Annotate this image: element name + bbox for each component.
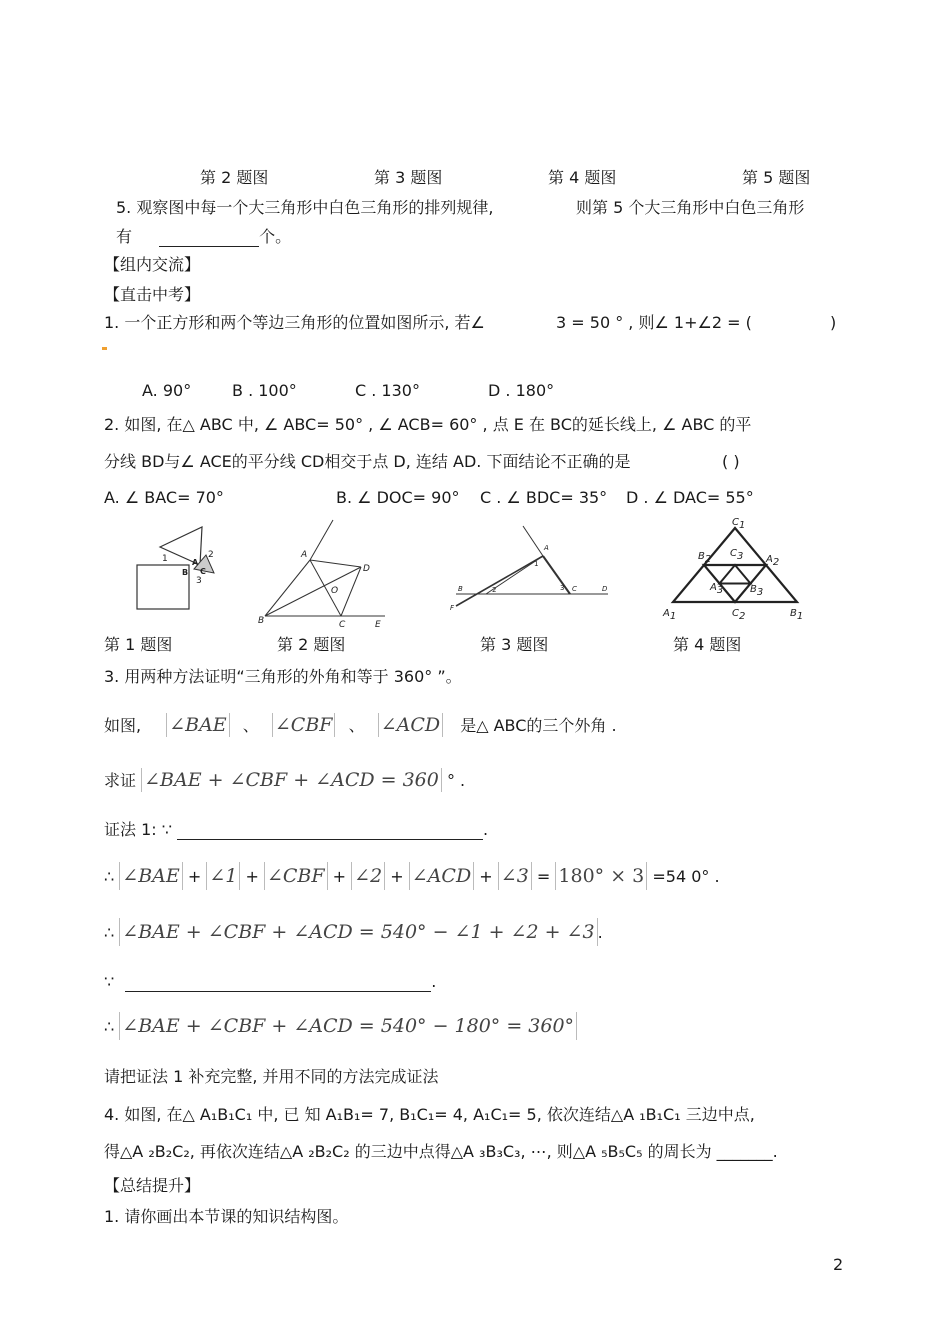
fig1-label-2: 2	[208, 550, 214, 560]
figure-3	[448, 520, 613, 612]
fig2-label-a: A	[301, 550, 308, 560]
q5-line1a: 5. 观察图中每一个大三角形中白色三角形的排列规律,	[116, 198, 494, 217]
q5-line2a: 有	[116, 227, 133, 246]
e3-line4-blank[interactable]	[125, 973, 431, 992]
e2-option-c: C . ∠ BDC= 35°	[480, 488, 608, 507]
plus-sign: +	[187, 867, 202, 886]
fig4-label-b2: B2	[698, 551, 712, 565]
e3-angle-cbf: ∠CBF	[272, 713, 336, 737]
page-number: 2	[833, 1255, 844, 1274]
plus-sign: +	[479, 867, 493, 886]
fig1-label-c: C	[200, 567, 206, 576]
q5-line2	[116, 227, 291, 247]
fig2-label-b: B	[258, 616, 265, 626]
e2-option-b: B. ∠ DOC= 90°	[336, 488, 460, 507]
fig2-label-e: E	[375, 620, 381, 630]
e1-text: 1. 一个正方形和两个等边三角形的位置如图所示, 若∠	[104, 313, 485, 332]
e2-line1: 2. 如图, 在△ ABC 中, ∠ ABC= 50° , ∠ ACB= 60° , 点 E 在 BC的延长线上, ∠ ABC 的平	[104, 415, 752, 434]
e3-angle-acd: ∠ACD	[378, 713, 443, 737]
fig1-label-1: 1	[162, 554, 168, 564]
e3-instruction: 请把证法 1 补充完整, 并用不同的方法完成证法	[104, 1067, 439, 1086]
fig4-label-a1: A1	[663, 608, 677, 622]
e3-given-suffix: 是△ ABC的三个外角 .	[460, 716, 617, 735]
fig1-label-b: B	[182, 568, 189, 577]
e3-given-prefix: 如图,	[104, 716, 142, 735]
fig2-label-c: C	[339, 620, 346, 630]
e3-proof1-prefix: 证法 1: ∵	[104, 820, 172, 839]
e3-line3-expr: ∠BAE + ∠CBF + ∠ACD = 540° − ∠1 + ∠2 + ∠3	[119, 918, 597, 946]
e1-option-c: C . 130°	[355, 381, 420, 400]
e3-prove-suffix: ° .	[446, 771, 466, 790]
because-symbol: ∵	[104, 972, 115, 991]
e3-prove-expr: ∠BAE + ∠CBF + ∠ACD = 360	[141, 768, 442, 792]
fig4-label-c2: C2	[732, 608, 746, 622]
fig4-label-a3: A3	[710, 582, 724, 596]
caption-fig2-bottom: 第 2 题图	[277, 635, 346, 654]
e3-title: 3. 用两种方法证明“三角形的外角和等于 360° ”。	[104, 667, 462, 686]
fig1-label-3: 3	[196, 576, 202, 586]
fig3-label-1: 1	[534, 560, 539, 568]
caption-fig5-top: 第 5 题图	[742, 168, 811, 187]
e3-line2-angle1: ∠1	[206, 862, 240, 890]
e3-sep-2: 、	[348, 716, 365, 735]
s1-text: 1. 请你画出本节课的知识结构图。	[104, 1207, 349, 1226]
e3-proof1	[104, 820, 488, 840]
fig4-label-c3: C3	[730, 548, 744, 562]
e3-line2-cbf: ∠CBF	[264, 862, 328, 890]
e3-line3	[104, 918, 603, 946]
fig4-label-b1: B1	[790, 608, 804, 622]
e1-option-a: A. 90°	[142, 381, 192, 400]
e2-option-a: A. ∠ BAC= 70°	[104, 488, 224, 507]
e3-line2	[104, 862, 720, 890]
caption-fig3-top: 第 3 题图	[374, 168, 443, 187]
e3-line5-expr: ∠BAE + ∠CBF + ∠ACD = 540° − 180° = 360°	[119, 1012, 577, 1040]
e3-prove	[104, 768, 465, 792]
e3-proof1-blank[interactable]	[177, 821, 483, 840]
plus-sign: +	[390, 867, 404, 886]
plus-sign: +	[332, 867, 347, 886]
caption-fig2-top: 第 2 题图	[200, 168, 269, 187]
e1-option-b: B . 100°	[232, 381, 297, 400]
therefore-symbol: ∴	[104, 923, 115, 942]
fig3-label-f: F	[450, 604, 455, 612]
e3-line2-180x3: 180° × 3	[555, 862, 647, 890]
e2-option-d: D . ∠ DAC= 55°	[626, 488, 754, 507]
orange-mark	[102, 347, 107, 350]
e3-line2-angle2: ∠2	[351, 862, 385, 890]
figure-1	[132, 525, 222, 615]
fig4-label-c1: C1	[732, 517, 746, 531]
caption-fig1-bottom: 第 1 题图	[104, 635, 173, 654]
e3-line5	[104, 1012, 577, 1040]
section-summary: 【总结提升】	[104, 1176, 201, 1195]
fig3-label-c: C	[572, 585, 577, 593]
fig1-label-a: A	[192, 558, 199, 567]
e3-prove-prefix: 求证	[104, 771, 137, 790]
fig4-label-b3: B3	[750, 584, 764, 598]
e3-line4-period: .	[431, 972, 437, 991]
fig3-label-a: A	[544, 544, 549, 552]
equals-sign: =	[536, 867, 551, 886]
e3-line3-period: .	[597, 923, 603, 942]
fig3-label-b: B	[458, 585, 463, 593]
therefore-symbol: ∴	[104, 867, 115, 886]
e3-line2-angle3: ∠3	[498, 862, 532, 890]
plus-sign: +	[245, 867, 259, 886]
e3-proof1-period: .	[483, 820, 489, 839]
section-exam: 【直击中考】	[104, 285, 201, 304]
section-group-exchange: 【组内交流】	[104, 255, 201, 274]
e1-close: )	[830, 313, 837, 332]
e3-line2-acd: ∠ACD	[409, 862, 474, 890]
e3-line4	[104, 972, 436, 992]
q5-line2b: 个。	[259, 227, 292, 246]
e1-option-d: D . 180°	[488, 381, 555, 400]
figure-4	[660, 512, 810, 624]
e3-angle-bae: ∠BAE	[166, 713, 229, 737]
caption-fig4-bottom: 第 4 题图	[673, 635, 742, 654]
therefore-symbol: ∴	[104, 1017, 115, 1036]
e1-value: 3 = 50 ° , 则∠ 1+∠2 = (	[556, 313, 752, 332]
e4-line2: 得△A ₂B₂C₂, 再依次连结△A ₂B₂C₂ 的三边中点得△A ₃B₃C₃, ⋯, 则△A ₅B₅C₅ 的周长为 _______.	[104, 1142, 778, 1161]
fig2-label-o: O	[331, 586, 339, 596]
fig3-label-2: 2	[492, 586, 497, 594]
fig3-label-d: D	[602, 585, 608, 593]
e3-line2-result: =54 0° .	[652, 867, 720, 886]
caption-fig4-top: 第 4 题图	[548, 168, 617, 187]
fig3-label-3: 3	[560, 584, 565, 592]
e3-sep-1: 、	[242, 716, 259, 735]
e4-line1: 4. 如图, 在△ A₁B₁C₁ 中, 已 知 A₁B₁= 7, B₁C₁= 4, A₁C₁= 5, 依次连结△A ₁B₁C₁ 三边中点,	[104, 1105, 755, 1124]
e3-line2-bae: ∠BAE	[119, 862, 182, 890]
e2-paren: ( )	[722, 452, 740, 471]
fig4-label-a2: A2	[766, 554, 780, 568]
e3-given	[104, 713, 617, 737]
e2-line2: 分线 BD与∠ ACE的平分线 CD相交于点 D, 连结 AD. 下面结论不正确的是	[104, 452, 631, 471]
fig2-label-d: D	[363, 564, 370, 574]
caption-fig3-bottom: 第 3 题图	[480, 635, 549, 654]
q5-line1b: 则第 5 个大三角形中白色三角形	[576, 198, 805, 217]
q5-answer-blank[interactable]	[159, 246, 259, 247]
figure-2	[255, 515, 395, 630]
